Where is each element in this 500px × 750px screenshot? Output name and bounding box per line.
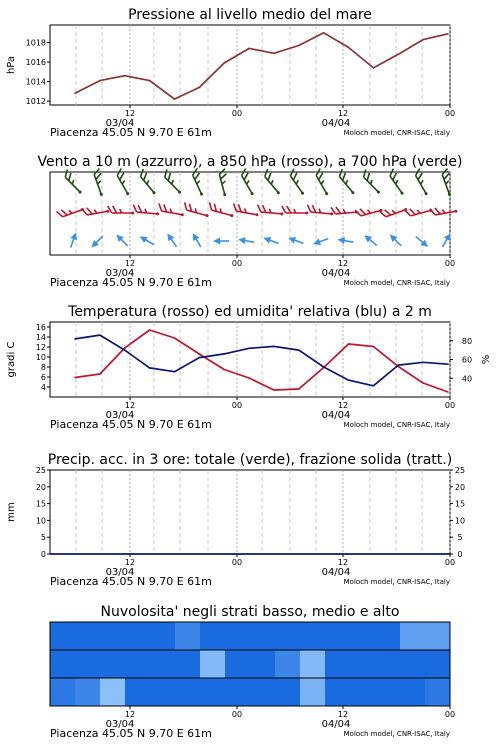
wind-barb-flag xyxy=(183,202,189,210)
cloud-cell xyxy=(50,650,76,678)
wind-barb xyxy=(439,231,453,248)
cloud-cell xyxy=(250,650,276,678)
wind-barb xyxy=(336,169,360,195)
wind-barb-flag xyxy=(61,208,67,216)
wind-barb xyxy=(161,169,186,194)
credit-label: Moloch model, CNR-ISAC, Italy xyxy=(343,279,450,287)
wind-arrow-head xyxy=(444,231,454,241)
wind-barb xyxy=(262,235,279,247)
humidity-point xyxy=(447,363,449,365)
location-label: Piacenza 45.05 N 9.70 E 61m xyxy=(50,727,212,740)
wind-barb-shaft xyxy=(316,175,327,193)
wind-barb xyxy=(61,169,86,194)
cloud-cell xyxy=(175,650,201,678)
wind-barb-shaft xyxy=(364,177,379,192)
wind-arrow-head xyxy=(138,233,148,243)
x-tick-label: 00 xyxy=(231,259,243,268)
panel-frame xyxy=(50,25,450,105)
wind-barb-base xyxy=(223,193,227,197)
y-axis-label: hPa xyxy=(6,55,17,75)
pressure-point xyxy=(174,98,176,100)
credit-label: Moloch model, CNR-ISAC, Italy xyxy=(343,421,450,429)
wind-barb-base xyxy=(230,214,234,218)
wind-barb-flag xyxy=(337,169,345,177)
cloud-cell xyxy=(300,622,326,650)
wind-barb xyxy=(386,169,408,196)
wind-barb xyxy=(232,204,260,217)
cloud-cell xyxy=(125,678,151,706)
pressure-point xyxy=(273,52,275,54)
y-tick-label: 5 xyxy=(40,533,46,543)
x-tick-label: 12 xyxy=(337,259,349,268)
wind-barb-flag xyxy=(336,207,341,214)
y-tick-label: 1018 xyxy=(25,38,46,48)
pressure-point xyxy=(397,53,399,55)
cloud-cell xyxy=(400,678,426,706)
wind-barb xyxy=(190,231,204,248)
y-tick-label-right: 5 xyxy=(457,533,463,543)
wind-barb xyxy=(405,203,433,218)
cloud-cell xyxy=(200,678,226,706)
wind-barb xyxy=(257,205,284,216)
y-tick-label-right: 25 xyxy=(454,466,466,475)
y-axis-label: gradi C xyxy=(6,341,17,378)
cloud-cell xyxy=(100,622,126,650)
pressure-point xyxy=(422,39,424,41)
x-tick-label: 12 xyxy=(124,259,136,268)
wind-barb xyxy=(137,169,161,195)
temperature-point xyxy=(348,343,350,345)
temperature-point xyxy=(74,377,76,379)
cloud-cell xyxy=(350,650,376,678)
wind-barb xyxy=(182,202,210,217)
cloud-cell xyxy=(325,622,351,650)
humidity-point xyxy=(99,334,101,336)
wind-barb-shaft xyxy=(187,210,207,215)
cloud-cell xyxy=(425,650,451,678)
cloud-cell xyxy=(50,622,76,650)
cloud-cell xyxy=(425,622,451,650)
y-tick-label: 0 xyxy=(40,550,46,559)
wind-barb xyxy=(207,202,235,217)
humidity-point xyxy=(422,362,424,364)
chart-title: Temperatura (rosso) ed umidita' relativa (blu) a 2 m xyxy=(68,304,432,320)
wind-barb-flag xyxy=(405,209,411,217)
cloud-cell xyxy=(125,622,151,650)
wind-barb-base xyxy=(131,212,134,215)
chart-title: Precip. acc. in 3 ore: totale (verde), frazione solida (tratt.) xyxy=(47,452,453,468)
wind-barb-shaft xyxy=(242,175,253,193)
cloud-cell xyxy=(75,622,101,650)
x-date-label: 03/04 xyxy=(105,118,135,129)
wind-barb-flag xyxy=(94,173,102,179)
y-axis-label-right: % xyxy=(481,354,492,365)
humidity-point xyxy=(223,353,225,355)
panel-frame xyxy=(50,470,450,554)
wind-barb-flag xyxy=(385,208,391,216)
wind-barb xyxy=(362,233,379,249)
humidity-point xyxy=(273,346,275,348)
cloud-cell xyxy=(275,650,301,678)
y-tick-label: 10 xyxy=(35,516,46,526)
wind-arrow-head xyxy=(238,236,246,244)
x-tick-label: 00 xyxy=(444,558,456,567)
x-tick-label: 00 xyxy=(231,558,243,567)
wind-barb xyxy=(82,204,110,217)
pressure-point xyxy=(74,92,76,94)
wind-barb-flag xyxy=(361,169,369,177)
x-date-label: 04/04 xyxy=(321,268,351,279)
x-tick-label: 00 xyxy=(444,710,456,719)
chart-title: Nuvolosita' negli strati basso, medio e alto xyxy=(100,604,400,620)
wind-barb-shaft xyxy=(65,177,80,192)
x-date-label: 03/04 xyxy=(105,268,135,279)
pressure-point xyxy=(373,67,375,69)
cloud-cell xyxy=(250,678,276,706)
wind-barb xyxy=(190,168,209,196)
cloud-cell xyxy=(175,678,201,706)
wind-barb-flag xyxy=(262,169,270,177)
wind-barb xyxy=(430,204,458,217)
wind-barb xyxy=(138,233,155,247)
temperature-point xyxy=(273,389,275,391)
cloud-cell xyxy=(50,678,76,706)
temperature-point xyxy=(199,353,201,355)
wind-arrow-head xyxy=(287,235,296,244)
cloud-cell xyxy=(300,678,326,706)
y-tick-label: 16 xyxy=(35,323,46,332)
y-tick-label: 4 xyxy=(40,383,46,392)
x-tick-label: 00 xyxy=(231,109,243,118)
humidity-point xyxy=(348,379,350,381)
y-axis-label: mm xyxy=(6,502,17,522)
wind-barb xyxy=(355,203,383,218)
wind-barb xyxy=(114,169,135,196)
wind-barb xyxy=(164,232,179,249)
cloud-cell xyxy=(350,622,376,650)
y-tick-label: 8 xyxy=(40,363,46,372)
temperature-point xyxy=(373,346,375,348)
pressure-point xyxy=(323,32,325,34)
wind-barb-flag xyxy=(113,206,117,213)
humidity-point xyxy=(149,367,151,369)
cloud-cell xyxy=(225,650,251,678)
wind-barb xyxy=(91,169,108,197)
wind-barb-flag xyxy=(435,207,440,215)
cloud-cell xyxy=(150,622,176,650)
humidity-point xyxy=(298,349,300,351)
pressure-point xyxy=(124,75,126,77)
wind-barb-base xyxy=(454,210,457,213)
y-tick-label-right: 60 xyxy=(461,355,473,365)
x-tick-label: 12 xyxy=(337,558,349,567)
x-tick-label: 00 xyxy=(444,109,456,118)
humidity-point xyxy=(174,371,176,373)
wind-barb xyxy=(67,231,79,248)
wind-barb-flag xyxy=(360,208,366,216)
wind-barb-shaft xyxy=(117,175,128,193)
y-tick-label: 1012 xyxy=(25,97,46,107)
temperature-point xyxy=(223,369,225,371)
wind-barb xyxy=(261,169,285,195)
pressure-point xyxy=(348,47,350,49)
y-tick-label: 15 xyxy=(35,499,46,509)
wind-barb-flag xyxy=(443,173,451,179)
y-tick-label-right: 40 xyxy=(461,374,473,384)
wind-barb-base xyxy=(181,213,184,216)
temperature-point xyxy=(298,388,300,390)
wind-barb xyxy=(238,169,259,196)
y-tick-label-right: 80 xyxy=(461,336,473,346)
wind-barb xyxy=(331,205,358,216)
cloud-cell xyxy=(325,650,351,678)
wind-barb-flag xyxy=(138,205,143,212)
pressure-point xyxy=(447,33,449,35)
cloud-cell xyxy=(375,678,401,706)
cloud-cell xyxy=(350,678,376,706)
y-tick-label: 25 xyxy=(35,466,46,475)
y-tick-label-right: 0 xyxy=(457,550,463,559)
cloud-cell xyxy=(375,650,401,678)
wind-barb-flag xyxy=(208,202,214,210)
wind-barb xyxy=(89,234,105,250)
pressure-point xyxy=(223,62,225,64)
wind-barb xyxy=(439,169,456,197)
wind-barb-flag xyxy=(162,169,170,177)
wind-barb-shaft xyxy=(290,176,302,193)
x-tick-label: 12 xyxy=(337,109,349,118)
wind-barb-flag xyxy=(138,169,146,177)
x-date-label: 04/04 xyxy=(321,118,351,129)
wind-arrow-head xyxy=(190,231,200,241)
location-label: Piacenza 45.05 N 9.70 E 61m xyxy=(50,575,212,588)
cloud-cell xyxy=(100,650,126,678)
x-date-label: 04/04 xyxy=(321,567,351,578)
credit-label: Moloch model, CNR-ISAC, Italy xyxy=(343,578,450,586)
cloud-cell xyxy=(375,622,401,650)
cloud-cell xyxy=(150,650,176,678)
x-tick-label: 00 xyxy=(231,710,243,719)
cloud-cell xyxy=(275,678,301,706)
x-tick-label: 00 xyxy=(231,401,243,410)
credit-label: Moloch model, CNR-ISAC, Italy xyxy=(343,730,450,738)
cloud-cell xyxy=(300,650,326,678)
temperature-point xyxy=(447,391,449,393)
pressure-point xyxy=(298,45,300,47)
wind-barb-base xyxy=(99,192,103,196)
wind-barb-shaft xyxy=(141,177,154,193)
x-date-label: 03/04 xyxy=(105,567,135,578)
cloud-cell xyxy=(250,622,276,650)
temperature-point xyxy=(124,347,126,349)
cloud-cell xyxy=(75,678,101,706)
wind-barb-flag xyxy=(282,206,286,213)
wind-barb xyxy=(133,205,160,216)
wind-barb-shaft xyxy=(236,211,257,215)
humidity-point xyxy=(373,385,375,387)
wind-arrow-head xyxy=(213,238,220,245)
y-tick-label: 12 xyxy=(35,343,46,352)
cloud-cell xyxy=(100,678,126,706)
wind-barb-flag xyxy=(133,205,138,212)
wind-barb-shaft xyxy=(390,176,402,193)
y-tick-label: 1014 xyxy=(25,77,46,87)
cloud-cell xyxy=(425,678,451,706)
y-tick-label-right: 20 xyxy=(454,482,466,492)
pressure-point xyxy=(248,48,250,50)
y-tick-label-right: 15 xyxy=(454,499,466,509)
wind-barb xyxy=(337,236,354,246)
credit-label: Moloch model, CNR-ISAC, Italy xyxy=(343,129,450,137)
wind-barb xyxy=(387,232,403,248)
wind-barb xyxy=(412,169,433,196)
wind-barb xyxy=(217,169,232,197)
wind-barb-flag xyxy=(82,208,87,216)
x-tick-label: 12 xyxy=(124,401,136,410)
wind-barb-flag xyxy=(307,205,312,212)
humidity-point xyxy=(199,357,201,359)
x-date-label: 03/04 xyxy=(105,719,135,730)
wind-barb-shaft xyxy=(212,210,232,215)
wind-barb xyxy=(238,236,255,246)
wind-barb-base xyxy=(106,210,109,213)
wind-arrow-head xyxy=(70,231,79,240)
wind-barb xyxy=(108,206,135,215)
wind-barb xyxy=(282,206,309,215)
wind-barb-base xyxy=(447,192,451,196)
humidity-point xyxy=(248,347,250,349)
wind-barb-flag xyxy=(87,207,92,215)
x-date-label: 04/04 xyxy=(321,719,351,730)
wind-barb xyxy=(213,238,229,245)
cloud-cell xyxy=(275,622,301,650)
humidity-point xyxy=(323,366,325,368)
pressure-point xyxy=(149,80,151,82)
wind-arrow-head xyxy=(164,232,174,242)
x-tick-label: 12 xyxy=(124,109,136,118)
pressure-point xyxy=(99,80,101,82)
y-tick-label: 1016 xyxy=(25,58,46,68)
wind-barb-shaft xyxy=(165,177,180,192)
humidity-point xyxy=(124,349,126,351)
cloud-cell xyxy=(175,622,201,650)
x-date-label: 04/04 xyxy=(321,410,351,421)
cloud-cell xyxy=(325,678,351,706)
wind-barb-flag xyxy=(62,169,70,177)
wind-arrow-head xyxy=(337,236,345,244)
location-label: Piacenza 45.05 N 9.70 E 61m xyxy=(50,276,212,289)
wind-barb-shaft xyxy=(193,175,202,194)
cloud-cell xyxy=(150,678,176,706)
x-tick-label: 12 xyxy=(124,558,136,567)
wind-barb-shaft xyxy=(162,211,183,215)
x-tick-label: 00 xyxy=(444,259,456,268)
location-label: Piacenza 45.05 N 9.70 E 61m xyxy=(50,126,212,139)
wind-barb-base xyxy=(280,212,283,215)
temperature-point xyxy=(149,329,151,331)
y-tick-label: 14 xyxy=(35,333,46,342)
wind-arrow-head xyxy=(312,238,321,247)
chart-title: Vento a 10 m (azzurro), a 850 hPa (rosso), a 700 hPa (verde) xyxy=(37,154,463,170)
x-tick-label: 12 xyxy=(124,710,136,719)
wind-barb-shaft xyxy=(416,175,427,193)
cloud-cell xyxy=(200,650,226,678)
wind-barb xyxy=(307,205,334,216)
temperature-point xyxy=(422,382,424,384)
x-date-label: 03/04 xyxy=(105,410,135,421)
x-tick-label: 00 xyxy=(444,401,456,410)
cloud-cell xyxy=(125,650,151,678)
temperature-point xyxy=(99,373,101,375)
x-tick-label: 12 xyxy=(337,401,349,410)
wind-barb xyxy=(380,202,408,219)
wind-barb xyxy=(312,235,329,247)
wind-barb-flag xyxy=(158,204,163,212)
wind-barb-base xyxy=(330,212,333,215)
wind-barb-flag xyxy=(57,210,63,218)
wind-barb-flag xyxy=(410,208,416,216)
x-tick-label: 12 xyxy=(337,710,349,719)
pressure-line xyxy=(75,33,448,99)
pressure-point xyxy=(199,87,201,89)
humidity-point xyxy=(74,338,76,340)
location-label: Piacenza 45.05 N 9.70 E 61m xyxy=(50,418,212,431)
chart-title: Pressione al livello medio del mare xyxy=(128,7,372,23)
wind-barb xyxy=(57,202,85,219)
cloud-cell xyxy=(75,650,101,678)
wind-barb-flag xyxy=(380,210,386,218)
wind-barb xyxy=(114,232,130,248)
wind-barb-base xyxy=(255,213,258,216)
temperature-line xyxy=(75,330,448,392)
wind-barb-base xyxy=(305,212,308,215)
cloud-cell xyxy=(200,622,226,650)
y-tick-label: 10 xyxy=(35,353,46,362)
cloud-cell xyxy=(225,678,251,706)
wind-barb xyxy=(360,169,385,194)
temperature-point xyxy=(248,377,250,379)
wind-barb-flag xyxy=(220,174,228,180)
y-tick-label: 6 xyxy=(40,373,46,382)
y-tick-label-right: 10 xyxy=(454,516,466,526)
wind-barb-shaft xyxy=(265,177,278,193)
wind-arrow-head xyxy=(262,235,271,244)
cloud-cell xyxy=(400,622,426,650)
wind-barb-base xyxy=(156,212,159,215)
temperature-point xyxy=(174,337,176,339)
y-tick-label: 20 xyxy=(35,482,46,492)
wind-barb-flag xyxy=(257,205,262,212)
wind-barb xyxy=(157,204,185,217)
cloud-cell xyxy=(225,622,251,650)
cloud-cell xyxy=(400,650,426,678)
wind-barb-shaft xyxy=(339,177,352,193)
humidity-point xyxy=(397,364,399,366)
wind-barb-flag xyxy=(262,205,267,212)
